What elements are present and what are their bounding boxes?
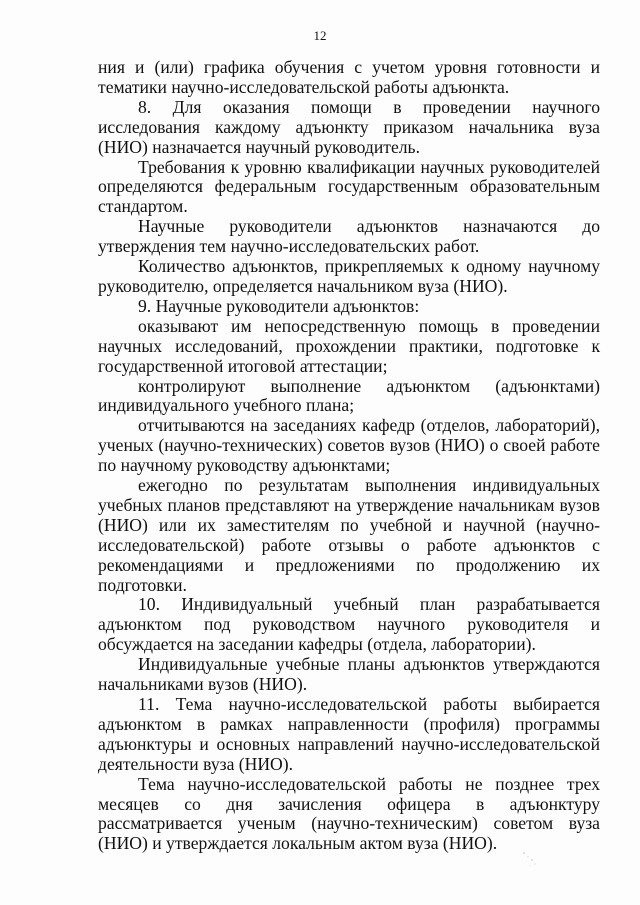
paragraph-plan-approval: Индивидуальные учебные планы адъюнктов утверждаются начальниками вузов (НИО). bbox=[98, 654, 600, 695]
paragraph-topic-approval: Тема научно-исследовательской работы не позднее трех месяцев со дня зачисления офицера в адъюнктуру рассматривается ученым (научно-техническим) советом вуза (НИО) и утверждается локальным актом вуза (НИО). bbox=[98, 773, 600, 854]
paragraph-item-10: 10. Индивидуальный учебный план разрабатывается адъюнктом под руководством научного руководителя и обсуждается на заседании кафедры (отдела, лаборатории). bbox=[98, 594, 600, 655]
paragraph-item-11: 11. Тема научно-исследовательской работы выбирается адъюнктом в рамках направленности (профиля) программы адъюнктуры и основных направлений научно-исследовательской деятельности вуза (НИО). bbox=[98, 694, 600, 774]
paragraph-duty-reporting: отчитываются на заседаниях кафедр (отделов, лабораторий), ученых (научно-технических) советов вузов (НИО) о своей работе по научному руководству адъюнктами; bbox=[98, 415, 600, 476]
paragraph-duty-control: контролируют выполнение адъюнктом (адъюнктами) индивидуального учебного плана; bbox=[98, 375, 600, 416]
page-number: 12 bbox=[313, 28, 327, 43]
paragraph-duty-assistance: оказывают им непосредственную помощь в проведении научных исследований, прохождении практики, подготовке к государственной итоговой аттестации; bbox=[98, 315, 600, 376]
paragraph-item-9: 9. Научные руководители адъюнктов: bbox=[138, 295, 420, 316]
paragraph-item-8: 8. Для оказания помощи в проведении научного исследования каждому адъюнкту приказом начальника вуза (НИО) назначается научный руководитель. bbox=[98, 96, 600, 157]
paragraph-duty-annual-review: ежегодно по результатам выполнения индивидуальных учебных планов представляют на утверждение начальникам вузов (НИО) или их заместителям по учебной и научной (научно-исследовательской) работе отзывы о работе адъюнктов с рекомендациями и предложениями по продолжению их подготовки. bbox=[98, 475, 600, 595]
paragraph-continuation: ния и (или) графика обучения с учетом уровня готовности и тематики научно-исследовательской работы адъюнкта. bbox=[98, 57, 600, 97]
paragraph-adjunct-count: Количество адъюнктов, прикрепляемых к одному научному руководителю, определяется начальником вуза (НИО). bbox=[98, 256, 600, 296]
paragraph-qualification-requirements: Требования к уровню квалификации научных руководителей определяются федеральным государственным образовательным стандартом. bbox=[98, 156, 600, 217]
body-text bbox=[98, 58, 600, 854]
paragraph-supervisor-appointment: Научные руководители адъюнктов назначаются до утверждения тем научно-исследовательских работ. bbox=[98, 216, 600, 257]
scan-artifact bbox=[520, 850, 540, 870]
